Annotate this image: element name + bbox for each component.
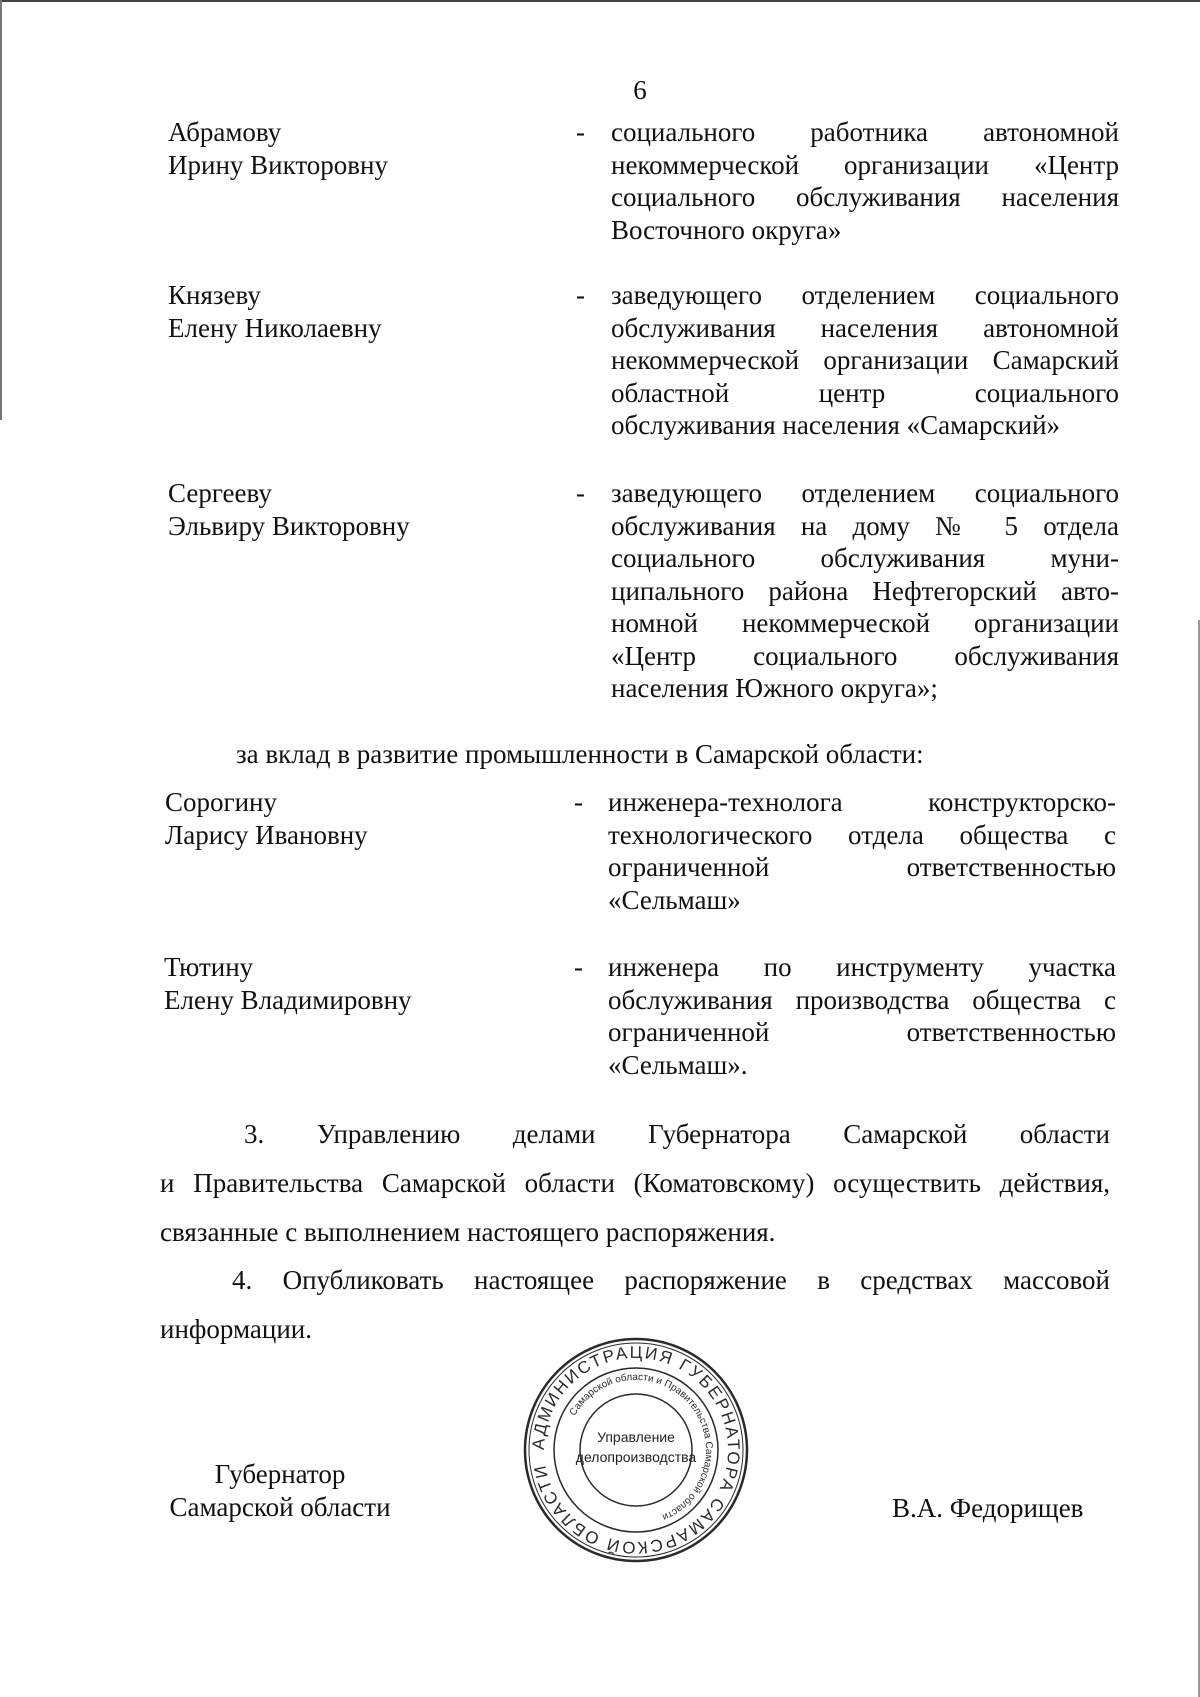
position-line: некоммерческой организации «Центр <box>611 149 1119 180</box>
position-line: Восточного округа» <box>611 214 842 245</box>
position-line: обслуживания производства общества с <box>608 984 1116 1015</box>
position-line: технологического отдела общества с <box>608 819 1116 850</box>
signer-title-line: Самарской области <box>169 1491 391 1522</box>
position-line: социального обслуживания населения <box>611 182 1119 212</box>
seal-center-line: делопроизводства <box>575 1449 697 1465</box>
position-line: «Центр социального обслуживания <box>611 640 1119 671</box>
position-line: обслуживания населения «Самарский» <box>611 410 1061 440</box>
paragraph-3 <box>160 1110 1110 1257</box>
scan-border-left <box>0 0 2 420</box>
paragraph-line: связанные с выполнением настоящего распоряжения. <box>160 1217 776 1247</box>
position-line: областной центр социального <box>611 377 1119 408</box>
position-line: номной некоммерческой организации <box>611 608 1119 638</box>
entry-dash: - <box>574 952 583 982</box>
position-line: населения Южного округа»; <box>611 673 938 703</box>
awardee-surname: Сорогину <box>165 787 277 817</box>
awardee-name <box>164 951 544 1016</box>
awardee-name <box>168 279 548 344</box>
position-line: обслуживания населения автономной <box>611 312 1119 343</box>
position-line: ограниченной ответственностью <box>608 1017 1116 1047</box>
awardee-given-names: Эльвиру Викторовну <box>168 510 410 541</box>
position-line: ограниченной ответственностью <box>608 852 1116 882</box>
position-line: «Сельмаш». <box>608 1049 748 1080</box>
awardee-surname: Князеву <box>168 280 261 310</box>
section-heading-industry: за вклад в развитие промышленности в Самарской области: <box>236 739 924 769</box>
awardee-surname: Тютину <box>164 952 254 982</box>
entry-dash: - <box>576 478 585 508</box>
seal-outer-text: АДМИНИСТРАЦИЯ ГУБЕРНАТОРА САМАРСКОЙ ОБЛАСТИ <box>528 1342 744 1558</box>
official-seal-stamp <box>522 1336 750 1564</box>
awardee-position <box>608 951 1116 1081</box>
awardee-position <box>611 116 1119 246</box>
signer-title <box>150 1458 410 1523</box>
position-line: инженера по инструменту участка <box>608 952 1116 982</box>
seal-center-line: Управление <box>597 1429 675 1445</box>
awardee-given-names: Елену Николаевну <box>168 312 382 343</box>
position-line: «Сельмаш» <box>608 884 741 915</box>
position-line: обслуживания на дому № 5 отдела <box>611 510 1119 541</box>
awardee-name <box>168 477 548 542</box>
seal-inner-text: Самарской области и Правительства Самарской области <box>567 1371 715 1523</box>
signer-title-line: Губернатор <box>214 1459 346 1489</box>
awardee-surname: Сергееву <box>168 478 272 508</box>
awardee-given-names: Ларису Ивановну <box>165 819 368 850</box>
awardee-given-names: Ирину Викторовну <box>168 149 389 180</box>
awardee-position <box>611 279 1119 442</box>
paragraph-line: информации. <box>160 1314 312 1344</box>
paragraph-line: и Правительства Самарской области (Коматовскому) осуществить действия, <box>160 1168 1110 1198</box>
awardee-position <box>611 477 1119 705</box>
position-line: ципального района Нефтегорский авто- <box>611 575 1119 606</box>
position-line: социального работника автономной <box>611 117 1119 147</box>
signer-name: В.А. Федорищев <box>892 1493 1084 1523</box>
awardee-given-names: Елену Владимировну <box>164 984 412 1015</box>
paragraph-line: 4. Опубликовать настоящее распоряжение в средствах массовой <box>232 1265 1110 1295</box>
position-line: заведующего отделением социального <box>611 280 1119 310</box>
entry-dash: - <box>576 280 585 310</box>
paragraph-line: 3. Управлению делами Губернатора Самарской области <box>244 1119 1110 1149</box>
position-line: заведующего отделением социального <box>611 478 1119 508</box>
awardee-surname: Абрамову <box>168 117 282 147</box>
position-line: социального обслуживания муни- <box>611 543 1119 573</box>
awardee-name <box>168 116 548 181</box>
awardee-position <box>608 786 1116 916</box>
position-line: некоммерческой организации Самарский <box>611 345 1119 375</box>
entry-dash: - <box>574 787 583 817</box>
position-line: инженера-технолога конструкторско- <box>608 787 1116 817</box>
entry-dash: - <box>576 117 585 147</box>
scan-border-top <box>0 0 1200 2</box>
page-number: 6 <box>633 75 647 105</box>
awardee-name <box>165 786 545 851</box>
